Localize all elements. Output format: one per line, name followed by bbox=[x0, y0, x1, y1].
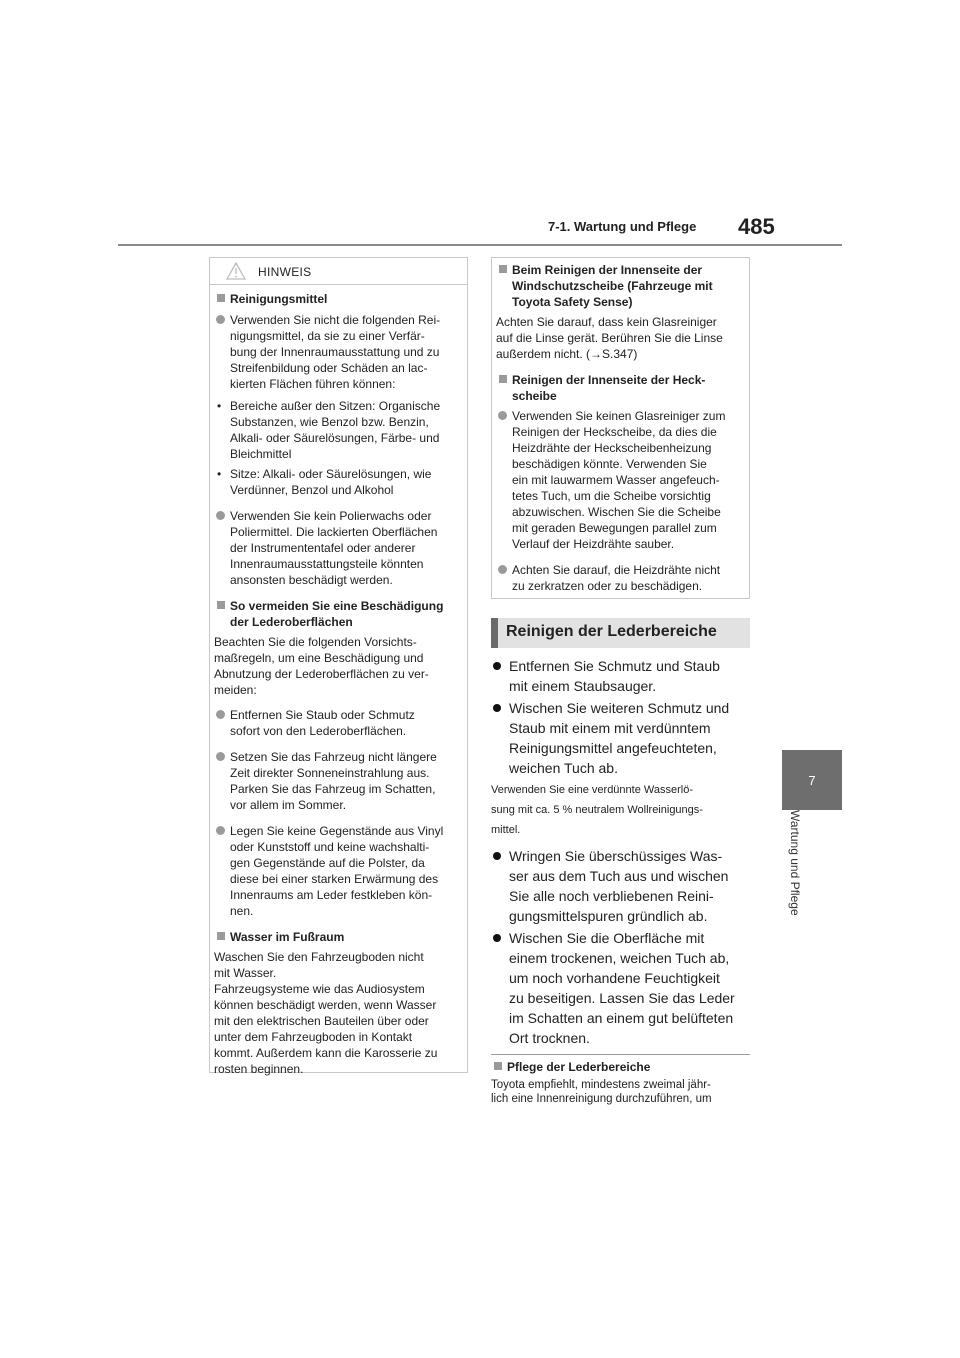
step-item: Wischen Sie die Oberfläche mit einem trockenen, weichen Tuch ab, um noch vorhandene Feuchtigkeit zu beseitigen. Lassen Sie das Leder im Schatten an einem gut belüfteten Ort trocknen. bbox=[491, 928, 753, 1048]
notice-dot-item: Achten Sie darauf, die Heizdrähte nicht zu zerkratzen oder zu beschädigen. bbox=[496, 562, 742, 594]
notice-paragraph: Waschen Sie den Fahrzeugboden nicht mit Wasser. Fahrzeugsysteme wie das Audiosystem können beschädigt werden, wenn Wasser mit den elektrischen Bauteilen über oder unter dem Fahrzeugboden in Kontakt kommt. Außerdem kann die Karosserie zu rosten beginnen. bbox=[214, 950, 438, 1076]
chapter-tab[interactable] bbox=[782, 750, 842, 810]
notice-dot-item: Verwenden Sie keinen Glasreiniger zum Reinigen der Heckscheibe, da dies die Heizdrähte der Heckscheibenheizung beschädigen könnte. Verwenden Sie ein mit lauwarmem Wasser angefeuch- tetes Tuch, um die Scheibe vorsichtig abzuwischen. Wischen Sie die Scheibe mit geraden Bewegungen parallel zum Verlauf der Heizdrähte sauber. bbox=[496, 408, 742, 552]
notice-dot-item: Legen Sie keine Gegenstände aus Vinyl oder Kunststoff und keine wachshalti- gen Gegenstände auf die Polster, da diese bei einer starken Erwärmung des Innenraums am Leder festkleben kön- nen. bbox=[214, 823, 462, 919]
header-rule bbox=[118, 244, 842, 246]
notice-paragraph: Achten Sie darauf, dass kein Glasreiniger auf die Linse gerät. Berühren Sie die Linse außerdem nicht. (→S.347) bbox=[496, 315, 723, 361]
section-title: 7-1. Wartung und Pflege bbox=[548, 219, 697, 234]
notice-dot-item: Verwenden Sie kein Polierwachs oder Poliermittel. Die lackierten Oberflächen der Instrumententafel oder anderer Innenraumausstattungsteile könnten ansonsten beschädigt werden. bbox=[214, 508, 462, 588]
chapter-label bbox=[782, 810, 812, 960]
notice-dot-item: Entfernen Sie Staub oder Schmutz sofort von den Lederoberflächen. bbox=[214, 707, 462, 739]
notice-dot-item: Setzen Sie das Fahrzeug nicht längere Zeit direkter Sonneneinstrahlung aus. Parken Sie das Fahrzeug im Schatten, vor allem im Sommer. bbox=[214, 749, 462, 813]
page-number: 485 bbox=[738, 214, 775, 239]
step-note: Verwenden Sie eine verdünnte Wasserlö- sung mit ca. 5 % neutralem Wollreinigungs- mittel. bbox=[491, 784, 703, 836]
notice-paragraph: Beachten Sie die folgenden Vorsichts- maßregeln, um eine Beschädigung und Abnutzung der Lederoberflächen zu ver- meiden: bbox=[214, 635, 429, 697]
warning-icon bbox=[226, 262, 246, 280]
step-item: Entfernen Sie Schmutz und Staub mit einem Staubsauger. bbox=[491, 656, 753, 696]
leather-steps bbox=[491, 656, 753, 1048]
section-heading: Reinigen der Lederbereiche bbox=[506, 623, 717, 640]
notice-heading-leder: So vermeiden Sie eine Beschädigung der Lederoberflächen bbox=[214, 598, 462, 630]
notice-title: HINWEIS bbox=[258, 265, 312, 279]
notice-heading-heckscheibe: Reinigen der Innenseite der Heck- scheibe bbox=[496, 372, 742, 404]
pflege-section bbox=[491, 1059, 753, 1106]
step-item: Wringen Sie überschüssiges Was- ser aus dem Tuch aus und wischen Sie alle noch verbliebenen Reini- gungsmittelspuren gründlich ab. bbox=[491, 846, 753, 926]
section-heading-bar bbox=[491, 618, 498, 648]
notice-bullet-item: • Bereiche außer den Sitzen: Organische Substanzen, wie Benzol bzw. Benzin, Alkali- oder Säurelösungen, Färbe- und Bleichmittel bbox=[214, 398, 462, 462]
notice-heading-reinigungsmittel: Reinigungsmittel bbox=[214, 291, 462, 307]
notice-header bbox=[209, 257, 468, 285]
pflege-text: Toyota empfiehlt, mindestens zweimal jähr- lich eine Innenreinigung durchzuführen, um bbox=[491, 1079, 712, 1105]
notice-continued-content bbox=[496, 262, 742, 594]
pflege-heading: Pflege der Lederbereiche bbox=[491, 1059, 753, 1075]
step-item: Wischen Sie weiteren Schmutz und Staub mit einem mit verdünntem Reinigungsmittel angefeuchteten, weichen Tuch ab. bbox=[491, 698, 753, 778]
chapter-number: 7 bbox=[808, 772, 816, 788]
pflege-rule bbox=[491, 1054, 750, 1055]
notice-dot-item: Verwenden Sie nicht die folgenden Rei- nigungsmittel, da sie zu einer Verfär- bung der Innenraumausstattung und zu Streifenbildung oder Schäden an lac- kierten Flächen führen können: bbox=[214, 312, 462, 392]
notice-heading-wasser: Wasser im Fußraum bbox=[214, 929, 462, 945]
notice-heading-windschutzscheibe: Beim Reinigen der Innenseite der Windschutzscheibe (Fahrzeuge mit Toyota Safety Sense) bbox=[496, 262, 742, 310]
chapter-label-text: Wartung und Pflege bbox=[788, 810, 802, 916]
notice-bullet-item: • Sitze: Alkali- oder Säurelösungen, wie Verdünner, Benzol und Alkohol bbox=[214, 466, 462, 498]
notice-content bbox=[214, 291, 462, 1077]
